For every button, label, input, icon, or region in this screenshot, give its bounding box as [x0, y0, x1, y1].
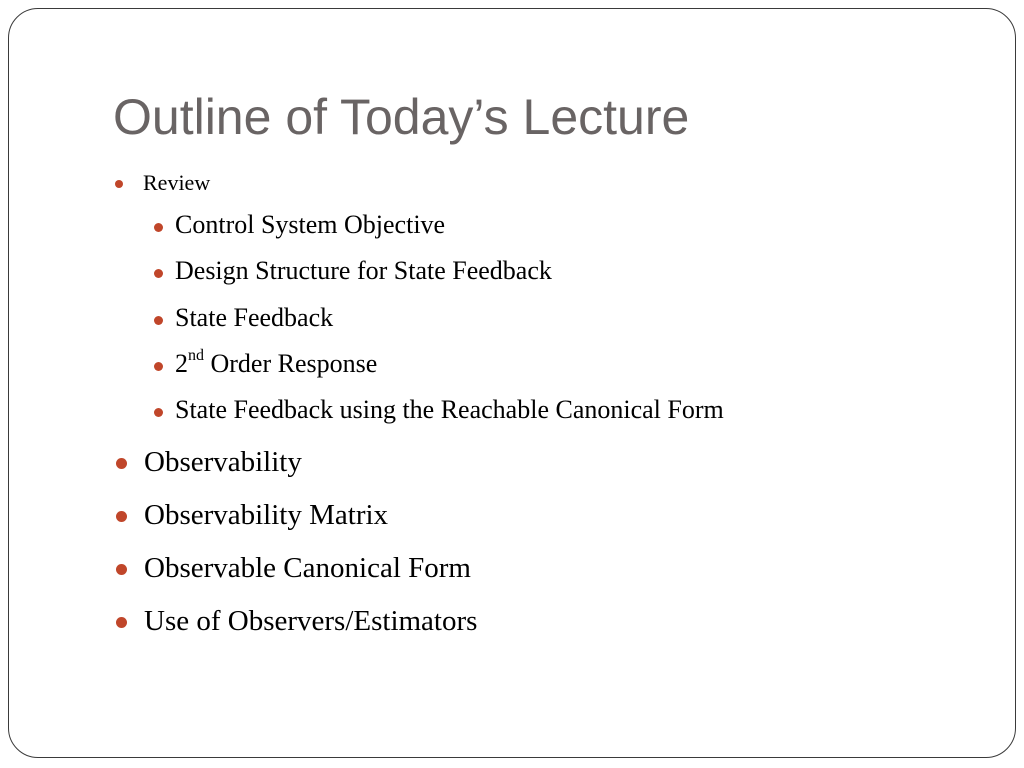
list-item-text: [175, 349, 377, 379]
ordinal-number: 2: [175, 349, 188, 378]
list-item-text-rest: Order Response: [204, 349, 378, 378]
bullet-dot-icon: [116, 458, 127, 469]
list-item-text: Use of Observers/Estimators: [144, 605, 478, 637]
list-item-text: State Feedback using the Reachable Canonical Form: [175, 395, 724, 424]
list-item-text: Observable Canonical Form: [144, 552, 471, 584]
list-item-text: Review: [143, 170, 211, 195]
bullet-dot-icon: [154, 269, 163, 278]
list-item-text: Design Structure for State Feedback: [175, 256, 552, 285]
bullet-dot-icon: [116, 617, 127, 628]
list-item-text: Control System Objective: [175, 210, 446, 239]
bullet-dot-icon: [154, 362, 163, 371]
ordinal-superscript: nd: [188, 347, 204, 365]
bullet-dot-icon: [154, 223, 163, 232]
bullet-dot-icon: [116, 564, 127, 575]
bullet-dot-icon: [154, 316, 163, 325]
list-item-text: State Feedback: [175, 303, 334, 332]
bullet-dot-icon: [154, 408, 163, 417]
bullet-dot-icon: [115, 180, 123, 188]
list-item-text: Observability: [144, 446, 302, 478]
bullet-dot-icon: [116, 511, 127, 522]
slide-title: Outline of Today’s Lecture: [113, 89, 690, 145]
list-item-text: Observability Matrix: [144, 499, 389, 531]
